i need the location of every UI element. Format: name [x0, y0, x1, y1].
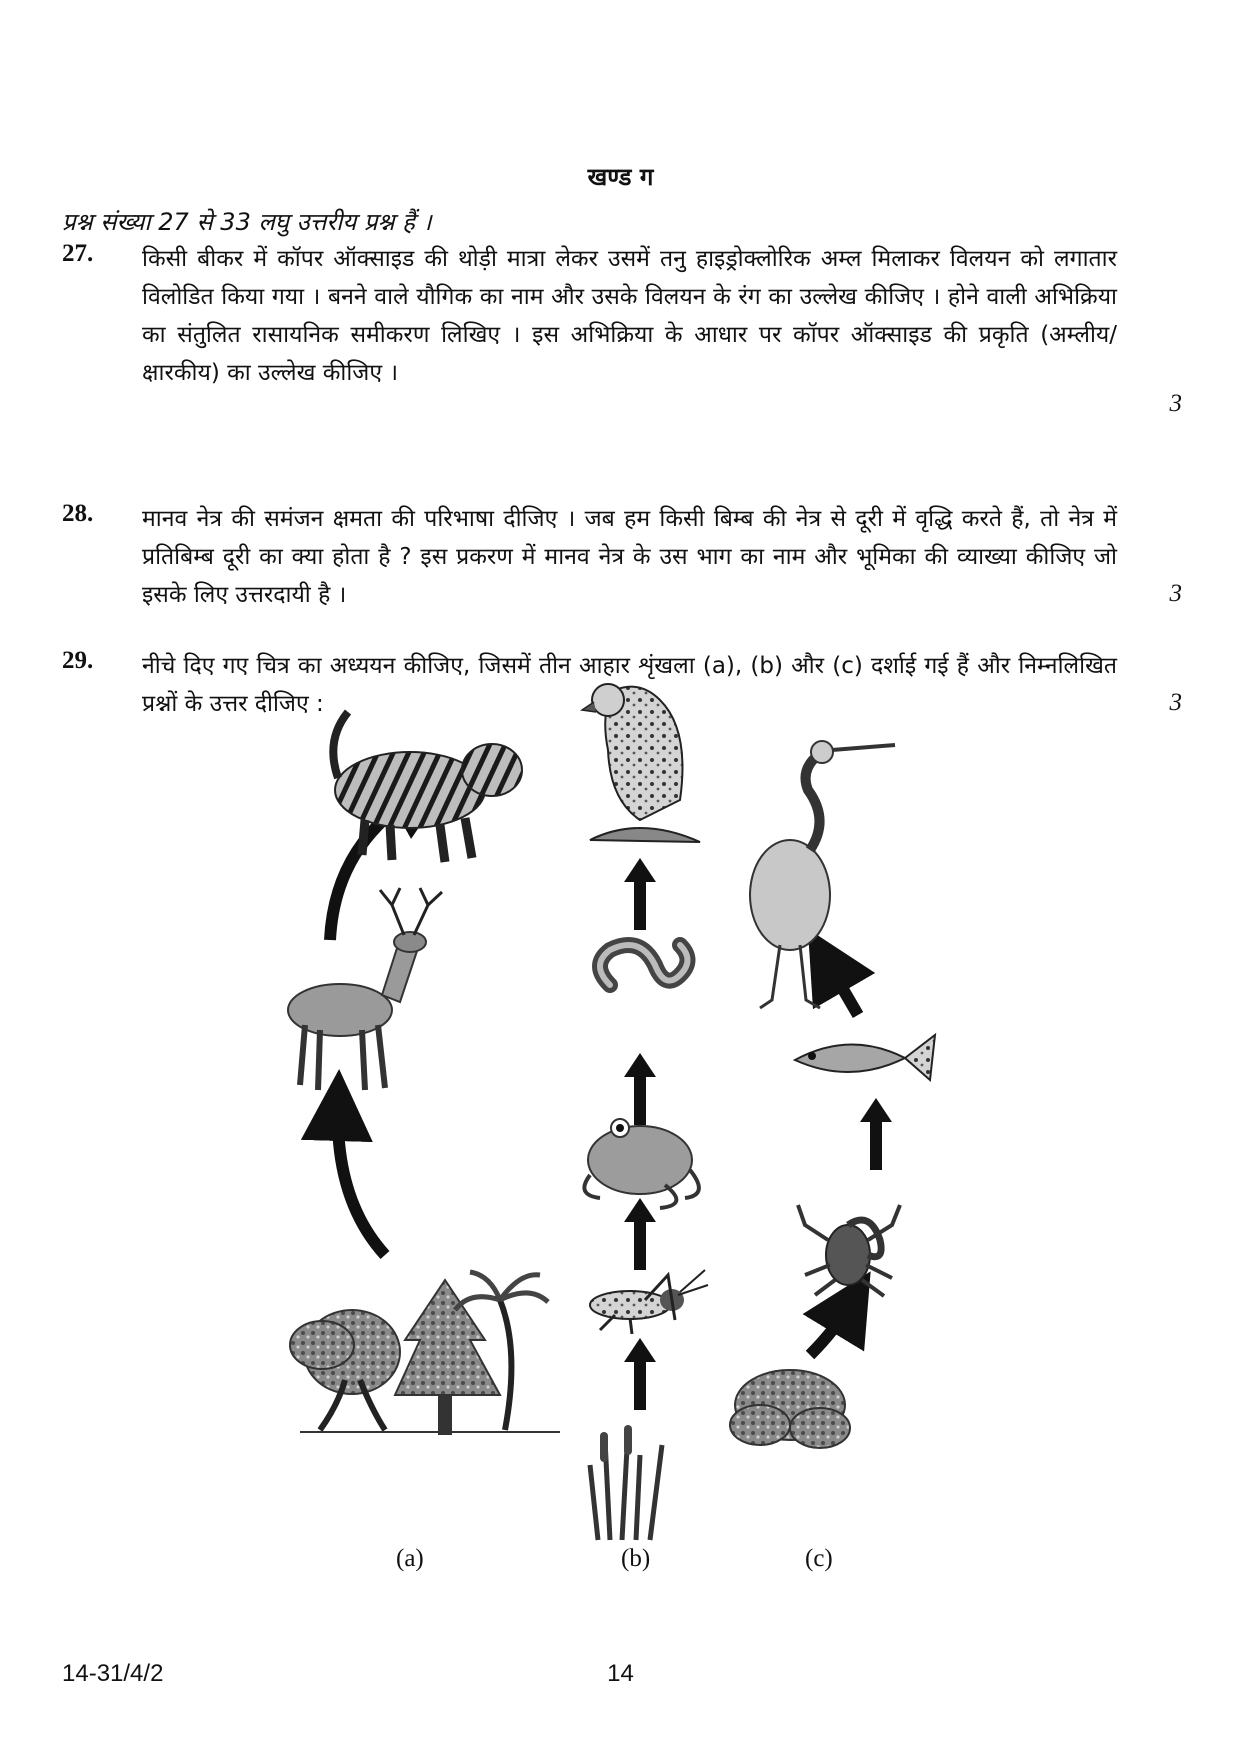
arrow-icon	[624, 858, 656, 930]
eagle-icon	[582, 684, 700, 842]
grasshopper-icon	[590, 1270, 708, 1334]
question-marks: 3	[1169, 580, 1182, 607]
arrow-icon	[624, 1198, 656, 1270]
arrow-icon	[338, 1105, 385, 1255]
frog-icon	[584, 1119, 699, 1208]
arrow-icon	[826, 960, 858, 1015]
fish-icon	[795, 1035, 935, 1080]
question-text: मानव नेत्र की समंजन क्षमता की परिभाषा दीजिए । जब हम किसी बिम्ब की नेत्र से दूरी में वृद्धि करते हैं, तो नेत्र में प्रतिबिम्ब दूरी का क्या होता है ? इस प्रकरण में मानव नेत्र के उस भाग का नाम और भूमिका की व्याख्या कीजिए जो इसके लिए उत्तरदायी है ।	[142, 506, 1117, 608]
food-chain-c	[730, 741, 935, 1448]
question-marks: 3	[1169, 689, 1182, 716]
question-number: 28.	[62, 500, 94, 527]
section-instructions: प्रश्न संख्या 27 से 33 लघु उत्तरीय प्रश्न हैं ।	[62, 208, 432, 236]
deer-icon	[288, 888, 442, 1090]
page-number: 14	[607, 1660, 634, 1687]
arrow-icon	[624, 1053, 656, 1125]
paper-code: 14-31/4/2	[62, 1660, 164, 1687]
trees-icon	[290, 1272, 560, 1435]
question-number: 29.	[62, 647, 94, 674]
question-text: किसी बीकर में कॉपर ऑक्साइड की थोड़ी मात्रा लेकर उसमें तनु हाइड्रोक्लोरिक अम्ल मिलाकर विलयन को लगातार विलोडित किया गया । बनने वाले यौगिक का नाम और उसके विलयन के रंग का उल्लेख कीजिए । होने वाली अभिक्रिया का संतुलित रासायनिक समीकरण लिखिए । इस अभिक्रिया के आधार पर कॉपर ऑक्साइड की प्रकृति (अम्लीय/क्षारकीय) का उल्लेख कीजिए ।	[142, 246, 1117, 386]
question-text: नीचे दिए गए चित्र का अध्ययन कीजिए, जिसमें तीन आहार शृंखला (a), (b) और (c) दर्शाई गई हैं और निम्नलिखित प्रश्नों के उत्तर दीजिए :	[142, 653, 1117, 717]
figure-label-a: (a)	[396, 1545, 424, 1572]
heron-icon	[750, 741, 895, 1008]
arrow-icon	[810, 1302, 852, 1355]
question-number: 27.	[62, 240, 94, 267]
arrow-icon	[860, 1098, 892, 1170]
figure-label-c: (c)	[805, 1545, 833, 1572]
tiger-icon	[333, 712, 522, 862]
scorpion-icon	[798, 1205, 900, 1296]
section-title: खण्ड ग	[587, 163, 654, 191]
grass-icon	[590, 1425, 662, 1540]
arrow-icon	[624, 1338, 656, 1410]
question-marks: 3	[1169, 390, 1182, 417]
food-chain-b	[582, 684, 708, 1540]
food-chain-a	[288, 712, 560, 1435]
figure-label-b: (b)	[621, 1545, 651, 1572]
shrub-icon	[730, 1370, 850, 1448]
snake-icon	[600, 945, 688, 985]
